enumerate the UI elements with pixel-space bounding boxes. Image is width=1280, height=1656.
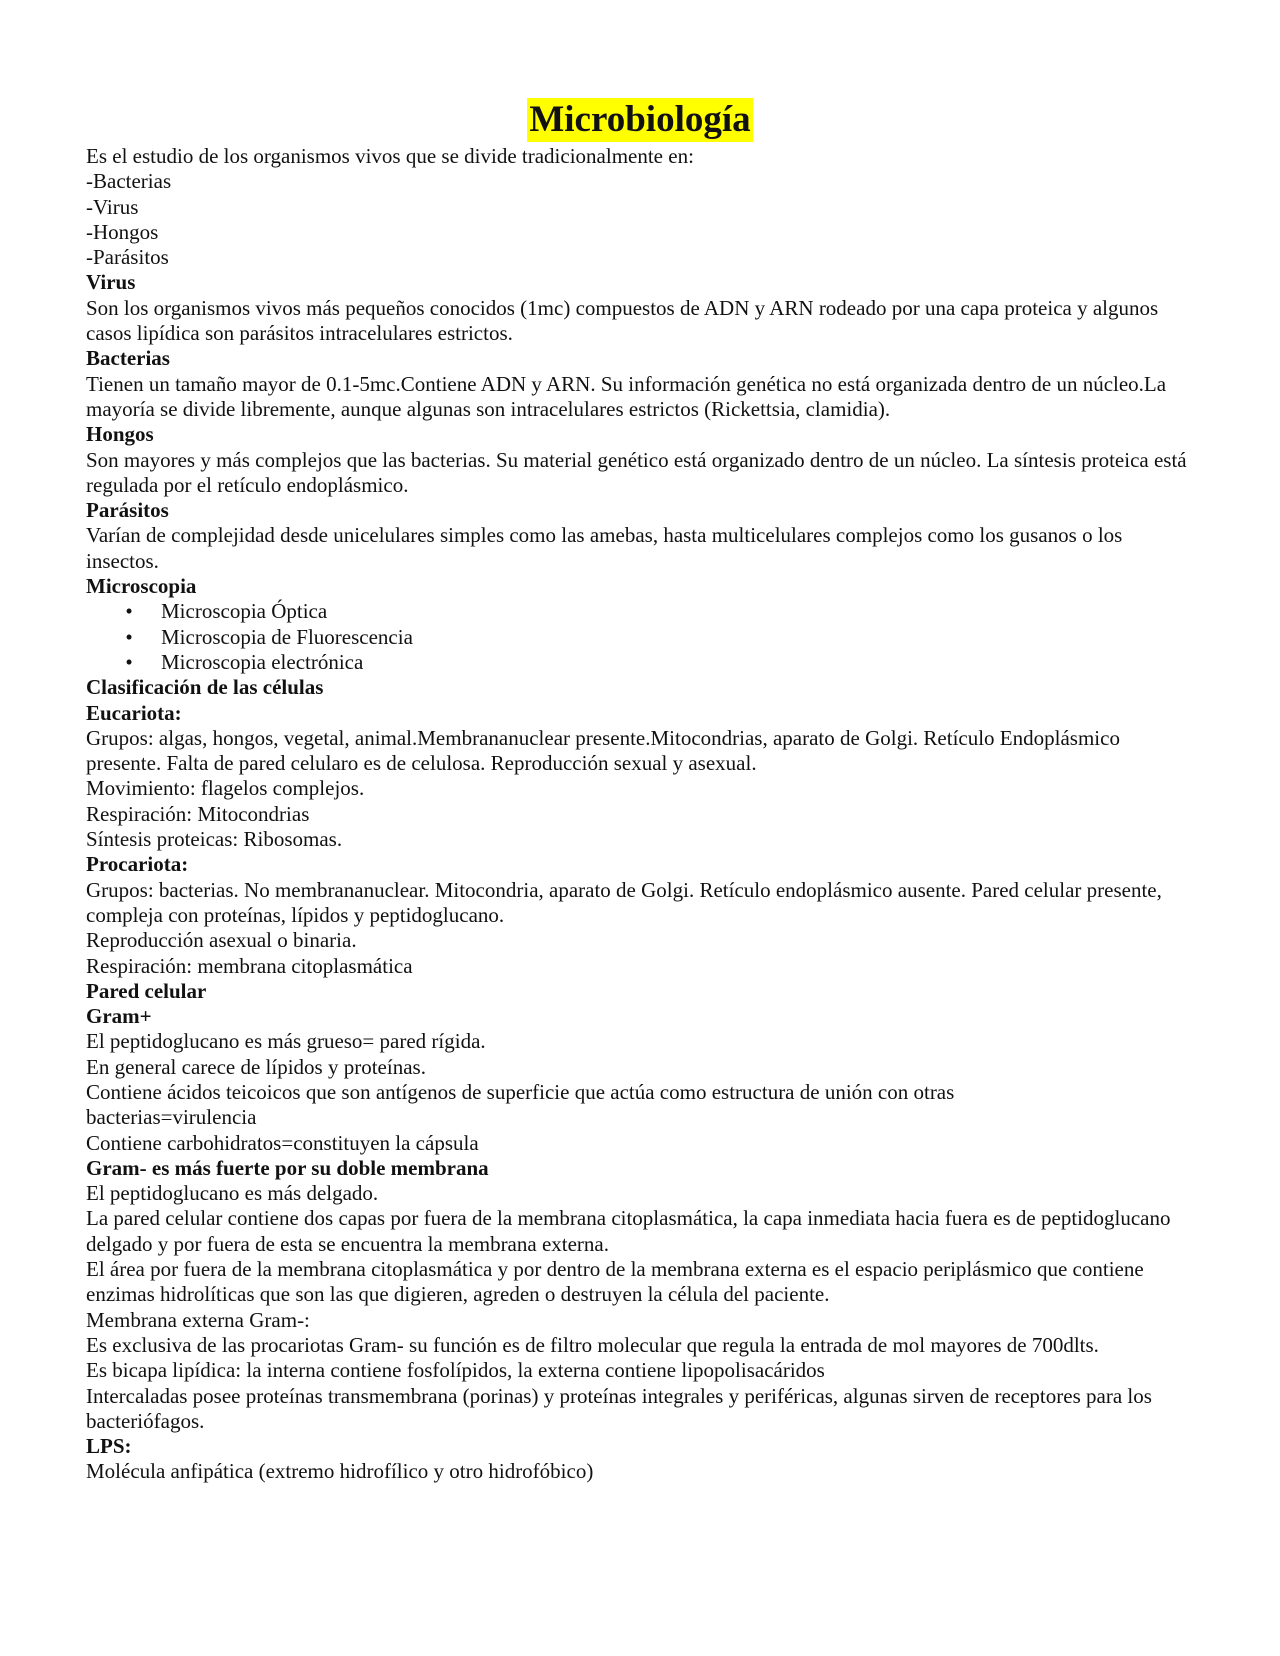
virus-paragraph: Son los organismos vivos más pequeños conocidos (1mc) compuestos de ADN y ARN rodeado por una capa proteica y algunos casos lipídica son parásitos intracelulares estrictos.	[86, 295, 1159, 346]
list-item-label: Microscopia Óptica	[161, 599, 328, 624]
gram-positive-heading: Gram+	[86, 1004, 152, 1029]
gram-negative-paragraph: La pared celular contiene dos capas por fuera de la membrana citoplasmática, la capa inmediata hacia fuera es de peptidoglucano delgado y por fuera de esta se encuentra la membrana externa.	[86, 1206, 1171, 1256]
gram-positive-line: El peptidoglucano es más grueso= pared rígida.	[86, 1029, 486, 1054]
membrana-externa-paragraph: Es exclusiva de las procariotas Gram- su función es de filtro molecular que regula la entrada de mol mayores de 700dlts.	[86, 1332, 1099, 1357]
list-item-label: Microscopia de Fluorescencia	[161, 624, 413, 649]
lps-line: Molécula anfipática (extremo hidrofílico y otro hidrofóbico)	[86, 1459, 594, 1484]
procariota-paragraph: Grupos: bacterias. No membrananuclear. Mitocondria, aparato de Golgi. Retículo endoplásmico ausente. Pared celular presente, compleja con proteínas, lípidos y peptidoglucano.	[86, 877, 1162, 927]
membrana-externa-paragraph: Intercaladas posee proteínas transmembrana (porinas) y proteínas integrales y periféricas, algunas sirven de receptores para los bacteriófagos.	[86, 1383, 1152, 1433]
eucariota-line: Movimiento: flagelos complejos.	[86, 776, 365, 801]
microscopia-heading: Microscopia	[86, 574, 197, 599]
hongos-paragraph: Son mayores y más complejos que las bacterias. Su material genético está organizado dentro de un núcleo. La síntesis proteica está regulada por el retículo endoplásmico.	[86, 447, 1187, 497]
intro-item: -Bacterias	[86, 169, 172, 194]
intro-item: -Parásitos	[86, 245, 169, 270]
eucariota-paragraph: Grupos: algas, hongos, vegetal, animal.Membrananuclear presente.Mitocondrias, aparato de Golgi. Retículo Endoplásmico presente. Falta de pared celularo es de celulosa. Reproducción sexual y asexual.	[86, 725, 1120, 776]
bacterias-paragraph: Tienen un tamaño mayor de 0.1-5mc.Contiene ADN y ARN. Su información genética no está organizada dentro de un núcleo.La mayoría se divide libremente, aunque algunas son intracelulares estrictos (Rickettsia, clamidia).	[86, 371, 1167, 421]
bullet-icon: •	[125, 599, 133, 624]
document-body	[86, 144, 1194, 1485]
intro-item: -Hongos	[86, 219, 159, 244]
membrana-externa-line: Membrana externa Gram-:	[86, 1307, 310, 1332]
list-item	[86, 625, 1194, 650]
procariota-line: Reproducción asexual o binaria.	[86, 928, 357, 953]
procariota-heading: Procariota:	[86, 852, 189, 877]
gram-positive-line: Contiene carbohidratos=constituyen la cápsula	[86, 1130, 479, 1155]
membrana-externa-line: Es bicapa lipídica: la interna contiene fosfolípidos, la externa contiene lipopolisacáridos	[86, 1358, 825, 1383]
gram-negative-heading: Gram- es más fuerte por su doble membrana	[86, 1155, 489, 1180]
gram-positive-line: En general carece de lípidos y proteínas.	[86, 1054, 426, 1079]
hongos-heading: Hongos	[86, 422, 154, 447]
list-item-label: Microscopia electrónica	[161, 649, 364, 674]
eucariota-line: Respiración: Mitocondrias	[86, 801, 310, 826]
eucariota-heading: Eucariota:	[86, 700, 182, 725]
intro-text: Es el estudio de los organismos vivos que se divide tradicionalmente en:	[86, 144, 694, 168]
gram-negative-paragraph: El área por fuera de la membrana citoplasmática y por dentro de la membrana externa es el espacio periplásmico que contiene enzimas hidrolíticas que son las que digieren, agreden o destruyen la célula del paciente.	[86, 1257, 1144, 1307]
bullet-icon: •	[125, 624, 133, 649]
gram-negative-line: El peptidoglucano es más delgado.	[86, 1181, 379, 1206]
parasitos-paragraph: Varían de complejidad desde unicelulares simples como las amebas, hasta multicelulares complejos como los gusanos o los insectos.	[86, 523, 1123, 573]
intro-item: -Virus	[86, 194, 139, 219]
title-row	[86, 98, 1194, 144]
microscopia-list	[86, 599, 1194, 675]
pared-celular-heading: Pared celular	[86, 978, 207, 1003]
virus-heading: Virus	[86, 270, 136, 295]
eucariota-line: Síntesis proteicas: Ribosomas.	[86, 827, 343, 852]
bacterias-heading: Bacterias	[86, 346, 170, 371]
list-item	[86, 599, 1194, 624]
lps-heading: LPS:	[86, 1434, 132, 1459]
procariota-line: Respiración: membrana citoplasmática	[86, 953, 413, 978]
list-item	[86, 650, 1194, 675]
bullet-icon: •	[125, 649, 133, 674]
parasitos-heading: Parásitos	[86, 498, 169, 523]
clasificacion-heading: Clasificación de las células	[86, 675, 324, 700]
gram-positive-paragraph: Contiene ácidos teicoicos que son antígenos de superficie que actúa como estructura de unión con otras bacterias=virulencia	[86, 1079, 955, 1130]
document-title: Microbiología	[529, 99, 751, 140]
